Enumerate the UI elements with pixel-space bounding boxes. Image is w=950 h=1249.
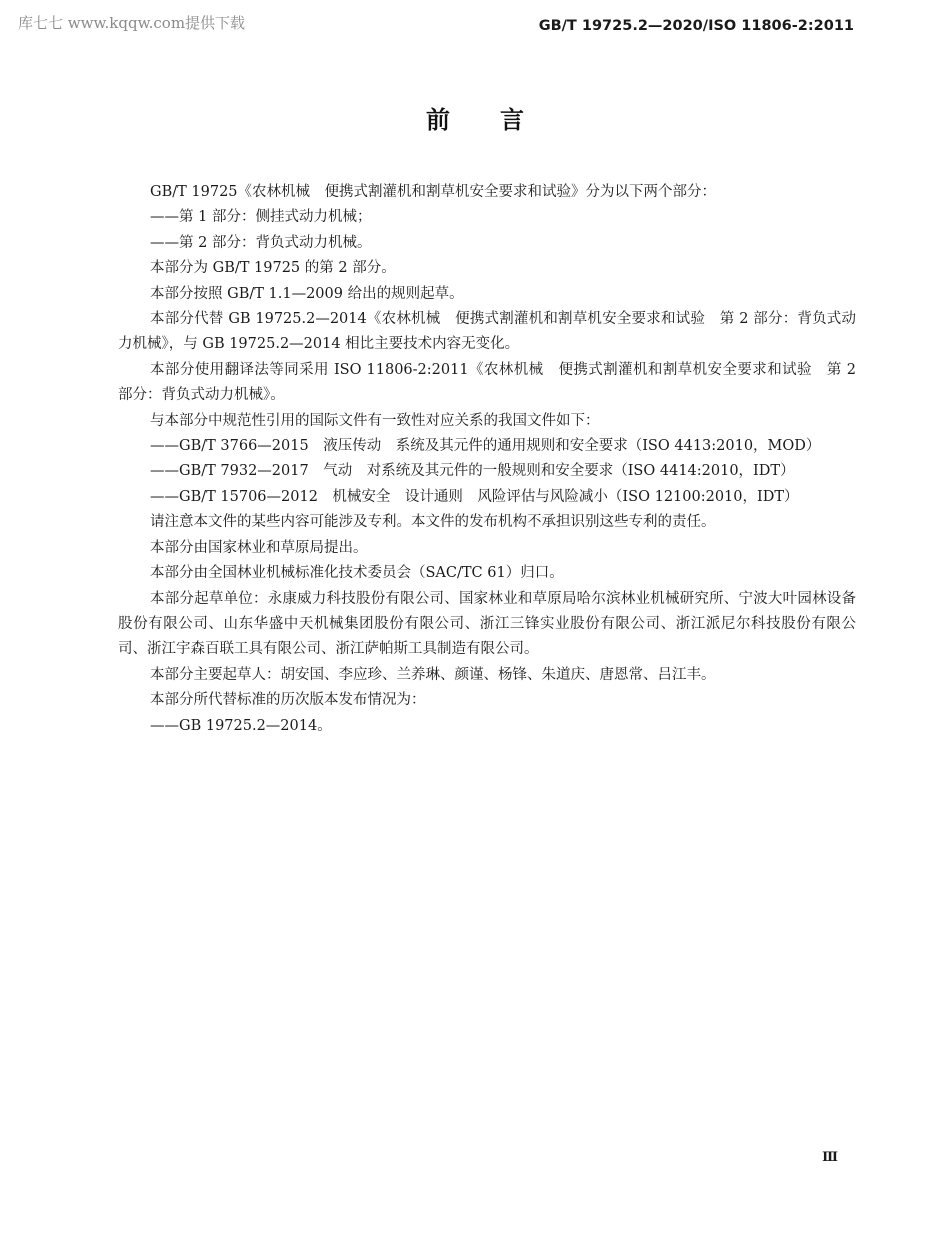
paragraph-history-intro: 本部分所代替标准的历次版本发布情况为： <box>150 692 426 709</box>
list-item-reference-15706: ——GB/T 15706—2012 机械安全 设计通则 风险评估与风险减小（ISO 12100:2010，IDT） <box>150 488 799 505</box>
watermark-text: 库七七 www.kqqw.com提供下载 <box>18 14 246 32</box>
standard-code: GB/T 19725.2—2020/ISO 11806-2:2011 <box>538 18 854 34</box>
list-item-part-1: ——第 1 部分：侧挂式动力机械； <box>150 209 372 226</box>
paragraph-centralized-by: 本部分由全国林业机械标准化技术委员会（SAC/TC 61）归口。 <box>150 565 564 582</box>
paragraph-drafting-units: 本部分起草单位：永康威力科技股份有限公司、国家林业和草原局哈尔滨林业机械研究所、宁波大叶园林设备股份有限公司、山东华盛中天机械集团股份有限公司、浙江三锋实业股份有限公司、浙江派尼尔科技股份有限公司、浙江宇森百联工具有限公司、浙江萨帕斯工具制造有限公司。 <box>118 590 856 658</box>
paragraph-drafting-rules: 本部分按照 GB/T 1.1—2009 给出的规则起草。 <box>150 285 464 302</box>
paragraph-patent-notice: 请注意本文件的某些内容可能涉及专利。本文件的发布机构不承担识别这些专利的责任。 <box>150 514 716 531</box>
foreword-body <box>118 180 856 739</box>
paragraph-references-intro: 与本部分中规范性引用的国际文件有一致性对应关系的我国文件如下： <box>150 412 600 429</box>
paragraph-parts-intro: GB/T 19725《农林机械 便携式割灌机和割草机安全要求和试验》分为以下两个部分： <box>150 184 717 200</box>
page-title: 前言 <box>426 106 574 134</box>
paragraph-part-statement: 本部分为 GB/T 19725 的第 2 部分。 <box>150 260 396 277</box>
paragraph-adoption: 本部分使用翻译法等同采用 ISO 11806-2:2011《农林机械 便携式割灌机和割草机安全要求和试验 第 2 部分：背负式动力机械》。 <box>118 361 856 404</box>
list-item-part-2: ——第 2 部分：背负式动力机械。 <box>150 234 372 251</box>
list-item-reference-3766: ——GB/T 3766—2015 液压传动 系统及其元件的通用规则和安全要求（ISO 4413:2010，MOD） <box>150 438 821 455</box>
paragraph-replaces: 本部分代替 GB 19725.2—2014《农林机械 便携式割灌机和割草机安全要求和试验 第 2 部分：背负式动力机械》，与 GB 19725.2—2014 相比主要技术内容无变化。 <box>118 311 856 353</box>
list-item-history-2014: ——GB 19725.2—2014。 <box>150 717 332 734</box>
page-number: Ⅲ <box>822 1150 838 1165</box>
list-item-reference-7932: ——GB/T 7932—2017 气动 对系统及其元件的一般规则和安全要求（ISO 4414:2010，IDT） <box>150 463 795 480</box>
paragraph-proposed-by: 本部分由国家林业和草原局提出。 <box>150 539 368 556</box>
paragraph-drafters: 本部分主要起草人：胡安国、李应珍、兰养琳、颜谨、杨锋、朱道庆、唐恩常、吕江丰。 <box>150 666 716 683</box>
